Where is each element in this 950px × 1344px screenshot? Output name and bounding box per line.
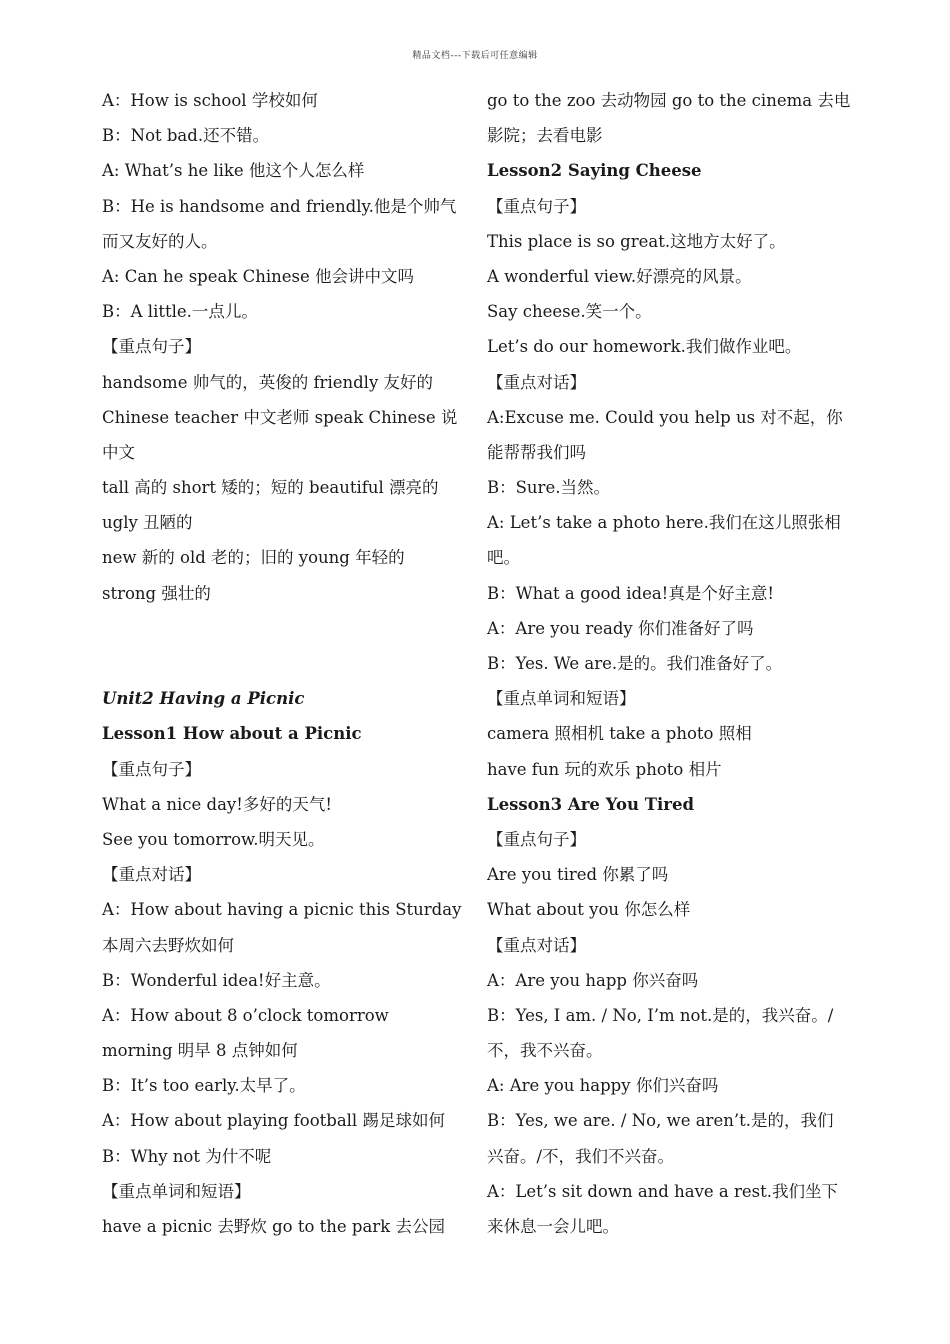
heading-line: Unit2 Having a Picnic xyxy=(102,689,305,709)
text-line: 【重点对话】 xyxy=(487,372,586,392)
text-line: B：Yes, I am. / No, I’m not.是的，我兴奋。/ xyxy=(487,1005,834,1025)
text-line: 【重点句子】 xyxy=(487,196,586,216)
text-line: 不，我不兴奋。 xyxy=(487,1041,603,1061)
text-line: A：How about having a picnic this Sturday xyxy=(102,900,462,920)
text-line: A: Are you happy 你们兴奋吗 xyxy=(487,1076,719,1096)
text-line: B：Sure.当然。 xyxy=(487,478,610,498)
text-line: B：He is handsome and friendly.他是个帅气 xyxy=(102,196,457,216)
text-line: new 新的 old 老的；旧的 young 年轻的 xyxy=(102,548,405,568)
text-line: B：Not bad.还不错。 xyxy=(102,126,270,146)
text-line: B：What a good idea!真是个好主意! xyxy=(487,583,774,603)
text-line: What about you 你怎么样 xyxy=(487,900,691,920)
text-line: tall 高的 short 矮的；短的 beautiful 漂亮的 xyxy=(102,478,439,498)
text-line: ugly 丑陋的 xyxy=(102,513,193,533)
text-line: go to the zoo 去动物园 go to the cinema 去电 xyxy=(487,91,851,110)
text-line: A：Are you ready 你们准备好了吗 xyxy=(487,618,754,638)
text-line: B：Yes, we are. / No, we aren’t.是的，我们 xyxy=(487,1111,834,1131)
page-header: 精品文档---下载后可任意编辑 xyxy=(412,51,538,61)
text-line: See you tomorrow.明天见。 xyxy=(102,829,325,849)
text-line: Say cheese.笑一个。 xyxy=(487,302,652,322)
text-line: 【重点句子】 xyxy=(487,829,586,849)
text-line: B：Why not 为什不呢 xyxy=(102,1146,272,1166)
text-line: Chinese teacher 中文老师 speak Chinese 说 xyxy=(102,407,458,427)
text-line: A：How is school 学校如何 xyxy=(102,91,318,110)
text-line: 吧。 xyxy=(487,548,520,568)
text-line: A：Let’s sit down and have a rest.我们坐下 xyxy=(487,1181,838,1201)
text-line: Are you tired 你累了吗 xyxy=(487,865,669,885)
text-line: Let’s do our homework.我们做作业吧。 xyxy=(487,337,802,357)
text-line: 兴奋。/不，我们不兴奋。 xyxy=(487,1146,675,1166)
text-line: 【重点对话】 xyxy=(487,935,586,955)
heading-line: Lesson3 Are You Tired xyxy=(487,794,695,814)
text-line: 【重点句子】 xyxy=(102,337,201,357)
text-line: A wonderful view.好漂亮的风景。 xyxy=(487,266,752,286)
text-line: 【重点对话】 xyxy=(102,865,201,885)
text-line: have a picnic 去野炊 go to the park 去公园 xyxy=(102,1217,445,1236)
text-line: have fun 玩的欢乐 photo 相片 xyxy=(487,759,722,779)
left-column xyxy=(102,83,464,1244)
text-line: 本周六去野炊如何 xyxy=(102,935,234,955)
right-column xyxy=(487,83,855,1244)
text-line: 【重点句子】 xyxy=(102,759,201,779)
text-line: B：Wonderful idea!好主意。 xyxy=(102,970,331,990)
text-line: B：A little.一点儿。 xyxy=(102,302,258,322)
text-line: B：It’s too early.太早了。 xyxy=(102,1076,306,1096)
text-line: A: Can he speak Chinese 他会讲中文吗 xyxy=(102,266,414,286)
text-line: A：How about playing football 踢足球如何 xyxy=(102,1111,445,1131)
text-line: A: Let’s take a photo here.我们在这儿照张相 xyxy=(487,513,841,533)
text-line: 能帮帮我们吗 xyxy=(487,442,586,462)
blank-line xyxy=(102,611,464,646)
text-line: What a nice day!多好的天气! xyxy=(102,794,333,814)
text-line: 【重点单词和短语】 xyxy=(102,1181,251,1201)
text-line: B：Yes. We are.是的。我们准备好了。 xyxy=(487,654,783,673)
text-line: camera 照相机 take a photo 照相 xyxy=(487,724,752,744)
blank-line xyxy=(102,646,464,681)
text-line: 【重点单词和短语】 xyxy=(487,689,636,709)
text-line: 中文 xyxy=(102,442,135,462)
text-line: morning 明早 8 点钟如何 xyxy=(102,1041,298,1061)
text-line: 影院；去看电影 xyxy=(487,126,603,146)
text-line: handsome 帅气的，英俊的 friendly 友好的 xyxy=(102,372,434,392)
text-line: A: What’s he like 他这个人怎么样 xyxy=(102,161,365,181)
text-line: 而又友好的人。 xyxy=(102,231,218,251)
text-line: A：Are you happ 你兴奋吗 xyxy=(487,970,699,990)
heading-line: Lesson1 How about a Picnic xyxy=(102,724,362,744)
text-line: A:Excuse me. Could you help us 对不起，你 xyxy=(487,407,843,427)
text-line: strong 强壮的 xyxy=(102,583,211,603)
text-line: 来休息一会儿吧。 xyxy=(487,1217,619,1236)
text-line: A：How about 8 o’clock tomorrow xyxy=(102,1005,389,1025)
text-line: This place is so great.这地方太好了。 xyxy=(487,231,786,251)
heading-line: Lesson2 Saying Cheese xyxy=(487,161,702,181)
